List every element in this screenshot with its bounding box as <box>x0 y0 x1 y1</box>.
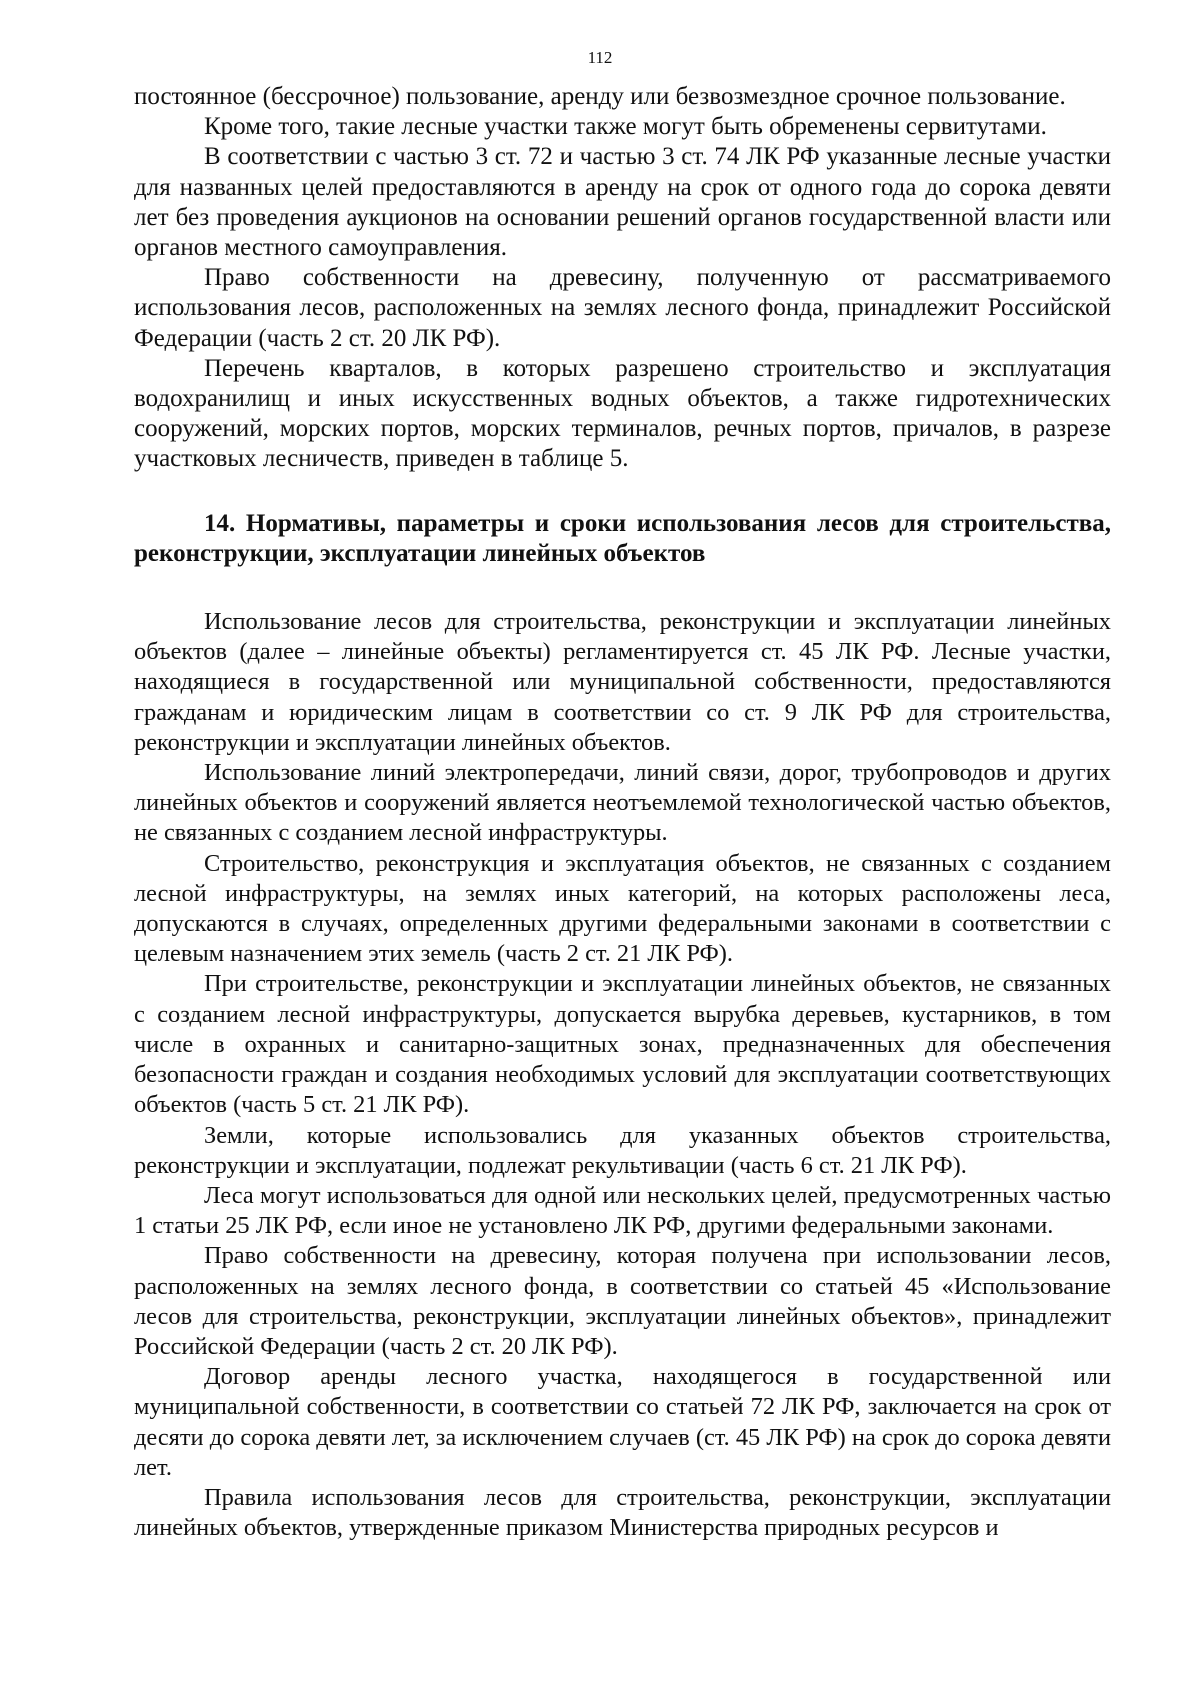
page-number: 112 <box>587 48 613 67</box>
paragraph: В соответствии с частью 3 ст. 72 и частью 3 ст. 74 ЛК РФ указанные лесные участки для названных целей предоставляются в аренду на срок от одного года до сорока девяти лет без проведения аукционов на основании решений органов государственной власти или органов местного самоуправления. <box>134 143 1111 262</box>
paragraph: Правила использования лесов для строительства, реконструкции, эксплуатации линейных объектов, утвержденные приказом Министерства природных ресурсов и <box>134 1483 1111 1542</box>
paragraph: Право собственности на древесину, которая получена при использовании лесов, расположенных на землях лесного фонда, в соответствии со статьей 45 «Использование лесов для строительства, реконструкции, эксплуатации линейных объектов», принадлежит Российской Федерации (часть 2 ст. 20 ЛК РФ). <box>134 1242 1111 1360</box>
paragraph: При строительстве, реконструкции и эксплуатации линейных объектов, не связанных с созданием лесной инфраструктуры, допускается вырубка деревьев, кустарников, в том числе в охранных и санитарно-защитных зонах, предназначенных для обеспечения безопасности граждан и создания необходимых условий для эксплуатации соответствующих объектов (часть 5 ст. 21 ЛК РФ). <box>134 970 1111 1119</box>
paragraph: постоянное (бессрочное) пользование, аренду или безвозмездное срочное пользование. <box>134 83 1066 110</box>
document-body <box>134 82 1111 1543</box>
paragraph: Строительство, реконструкция и эксплуатация объектов, не связанных с созданием лесной инфраструктуры, на землях иных категорий, на которых расположены леса, допускаются в случаях, определенных другими федеральными законами в соответствии с целевым назначением этих земель (часть 2 ст. 21 ЛК РФ). <box>134 849 1111 968</box>
paragraph: Земли, которые использовались для указанных объектов строительства, реконструкции и эксплуатации, подлежат рекультивации (часть 6 ст. 21 ЛК РФ). <box>134 1121 1111 1179</box>
section-body <box>134 607 1111 1543</box>
paragraph: Право собственности на древесину, полученную от рассматриваемого использования лесов, расположенных на землях лесного фонда, принадлежит Российской Федерации (часть 2 ст. 20 ЛК РФ). <box>134 264 1111 352</box>
paragraph: Договор аренды лесного участка, находящегося в государственной или муниципальной собственности, в соответствии со статьей 72 ЛК РФ, заключается на срок от десяти до сорока девяти лет, за исключением случаев (ст. 45 ЛК РФ) на срок до сорока девяти лет. <box>134 1363 1111 1481</box>
paragraph: Использование лесов для строительства, реконструкции и эксплуатации линейных объектов (далее – линейные объекты) регламентируется ст. 45 ЛК РФ. Лесные участки, находящиеся в государственной или муниципальной собственности, предоставляются гражданам и юридическим лицам в соответствии со ст. 9 ЛК РФ для строительства, реконструкции и эксплуатации линейных объектов. <box>134 608 1111 756</box>
section-heading: 14. Нормативы, параметры и сроки использования лесов для строительства, реконструкции, эксплуатации линейных объектов <box>134 509 1111 567</box>
paragraph: Леса могут использоваться для одной или нескольких целей, предусмотренных частью 1 статьи 25 ЛК РФ, если иное не установлено ЛК РФ, другими федеральными законами. <box>134 1181 1111 1240</box>
paragraph: Использование линий электропередачи, линий связи, дорог, трубопроводов и других линейных объектов и сооружений является неотъемлемой технологической частью объектов, не связанных с созданием лесной инфраструктуры. <box>134 759 1111 847</box>
paragraph: Кроме того, такие лесные участки также могут быть обременены сервитутами. <box>204 113 1047 141</box>
paragraph: Перечень кварталов, в которых разрешено строительство и эксплуатация водохранилищ и иных искусственных водных объектов, а также гидротехнических сооружений, морских портов, морских терминалов, речных портов, причалов, в разрезе участковых лесничеств, приведен в таблице 5. <box>134 354 1111 473</box>
